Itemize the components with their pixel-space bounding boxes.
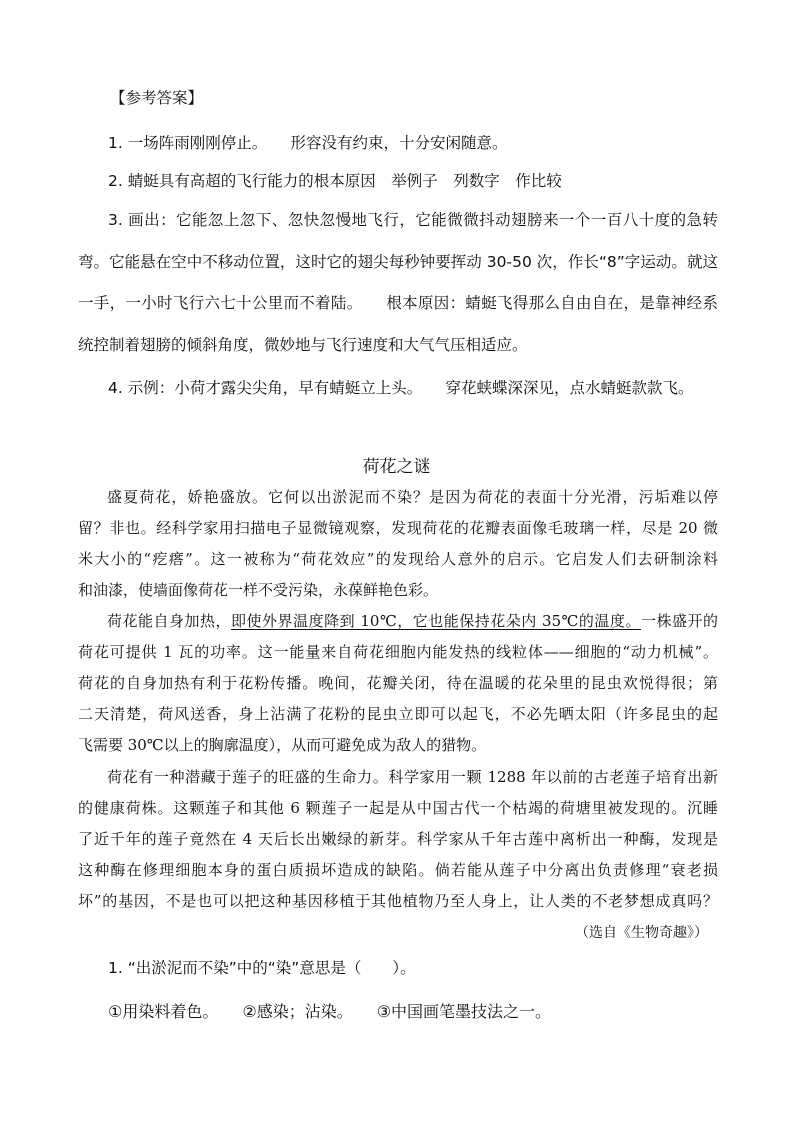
question-1-options: ①用染料着色。 ②感染；沾染。 ③中国画笔墨技法之一。 bbox=[108, 1002, 552, 1021]
passage-line: 了近千年的莲子竟然在 4 天后长出嫩绿的新芽。科学家从千年古莲中离析出一种酶，发现是 bbox=[78, 830, 718, 848]
answer-heading: 【参考答案】 bbox=[110, 89, 204, 107]
passage-line bbox=[107, 611, 718, 631]
passage-line: 二天清楚，荷风送香，身上沾满了花粉的昆虫立即可以起飞，不必先晒太阳（许多昆虫的起 bbox=[78, 705, 718, 723]
passage-source: （选自《生物奇趣》） bbox=[575, 925, 708, 941]
answer-item-3-line: 弯。它能悬在空中不移动位置，这时它的翅尖每秒钟要挥动 30-50 次，作长“8”字运动。就这 bbox=[78, 253, 718, 271]
passage-line: 和油漆，使墙面像荷花一样不受污染，永葆鲜艳色彩。 bbox=[78, 581, 439, 599]
passage-line: 飞需要 30℃以上的胸廓温度），从而可避免成为敌人的猎物。 bbox=[78, 736, 487, 754]
passage-line: 坏”的基因，不是也可以把这种基因移植于其他植物乃至人身上，让人类的不老梦想成真吗？ bbox=[78, 892, 718, 910]
passage-line: 的健康荷株。这颗莲子和其他 6 颗莲子一起是从中国古代一个枯竭的荷塘里被发现的。沉睡 bbox=[78, 799, 718, 817]
answer-item-3-line: 3. 画出：它能忽上忽下、忽快忽慢地飞行，它能微微抖动翅膀来一个一百八十度的急转 bbox=[108, 211, 718, 229]
passage-title: 荷花之谜 bbox=[362, 457, 431, 477]
passage-line: 荷花有一种潜藏于莲子的旺盛的生命力。科学家用一颗 1288 年以前的古老莲子培育出新 bbox=[107, 768, 718, 786]
text-segment: 荷花能自身加热， bbox=[107, 612, 232, 630]
question-1-prompt: 1. “出淤泥而不染”中的“染”意思是（ ）。 bbox=[108, 959, 416, 977]
answer-item-3-line: 一手，一小时飞行六七十公里而不着陆。 根本原因：蜻蜓飞得那么自由自在，是靠神经系 bbox=[78, 294, 718, 312]
passage-line: 这种酶在修理细胞本身的蛋白质损坏造成的缺陷。倘若能从莲子中分离出负责修理“衰老损 bbox=[78, 861, 718, 879]
passage-line: 盛夏荷花，娇艳盛放。它何以出淤泥而不染？是因为荷花的表面十分光滑，污垢难以停 bbox=[107, 488, 718, 506]
answer-item-4: 4. 示例：小荷才露尖尖角，早有蜻蜓立上头。 穿花蛱蝶深深见，点水蜻蜓款款飞。 bbox=[108, 379, 694, 397]
passage-line: 留？非也。经科学家用扫描电子显微镜观察，发现荷花的花瓣表面像毛玻璃一样，尽是 20 微 bbox=[78, 519, 718, 537]
passage-line: 荷花可提供 1 瓦的功率。这一能量来自荷花细胞内能发热的线粒体——细胞的“动力机械”。 bbox=[78, 643, 718, 661]
answer-item-3-line: 统控制着翅膀的倾斜角度，微妙地与飞行速度和大气气压相适应。 bbox=[78, 336, 528, 354]
answer-item-1: 1. 一场阵雨刚刚停止。 形容没有约束，十分安闲随意。 bbox=[108, 134, 508, 152]
answer-item-2: 2. 蜻蜓具有高超的飞行能力的根本原因 举例子 列数字 作比较 bbox=[108, 172, 562, 190]
passage-line: 荷花的自身加热有利于花粉传播。晚间，花瓣关闭，待在温暖的花朵里的昆虫欢悦得很；第 bbox=[78, 674, 718, 692]
underlined-sentence: 即使外界温度降到 10℃，它也能保持花朵内 35℃的温度。 bbox=[231, 612, 641, 630]
text-segment: 一株盛开的 bbox=[640, 612, 718, 630]
passage-line: 米大小的“疙瘩”。这一被称为“荷花效应”的发现给人意外的启示。它启发人们去研制涂料 bbox=[78, 550, 718, 568]
